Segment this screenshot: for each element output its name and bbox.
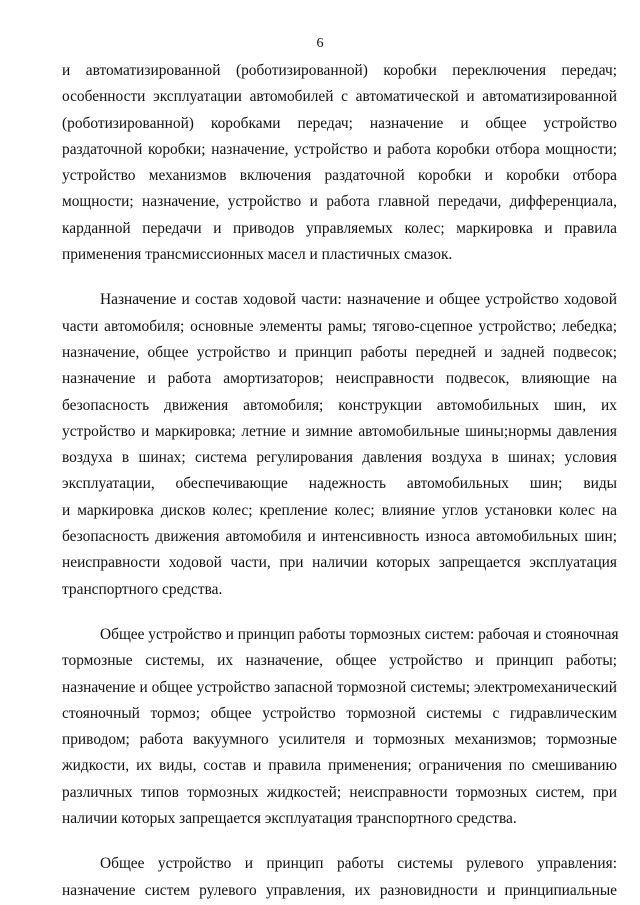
text-line: транспортного средства. [62,580,223,598]
text-line: (роботизированной) коробками передач; назначение и общее устройство [62,114,617,132]
text-line: особенности эксплуатации автомобилей с автоматической и автоматизированной [62,88,617,106]
text-line: стояночный тормоз; общее устройство тормозной системы с гидравлическим [62,704,617,722]
document-body [62,58,617,904]
text-line: наличии которых запрещается эксплуатация транспортного средства. [62,810,517,828]
text-line: устройство и маркировка; летние и зимние автомобильные шины;нормы давления [62,422,617,440]
text-line: назначение и работа амортизаторов; неисправности подвесок, влияющие на [62,370,617,388]
text-line: назначение систем рулевого управления, их разновидности и принципиальные [62,881,617,899]
text-line: приводом; работа вакуумного усилителя и тормозных механизмов; тормозные [62,731,617,749]
paragraph-brake-systems [62,622,617,832]
text-line: мощности; назначение, устройство и работа главной передачи, дифференциала, [62,193,617,211]
text-line: различных типов тормозных жидкостей; неисправности тормозных систем, при [62,783,617,801]
text-line: Общее устройство и принцип работы системы рулевого управления: [100,855,617,873]
text-line: назначение и общее устройство запасной тормозной системы; электромеханический [62,678,617,696]
text-line: безопасность движения автомобиля и интенсивность износа автомобильных шин; [62,528,617,546]
text-line: и автоматизированной (роботизированной) коробки переключения передач; [62,62,617,79]
paragraph-running-gear [62,287,617,603]
text-line: неисправности ходовой части, при наличии которых запрещается эксплуатация [62,554,617,572]
text-line: и маркировка дисков колес; крепление колес; влияние углов установки колес на [62,501,617,519]
text-line: применения трансмиссионных масел и пластичных смазок. [62,246,453,264]
text-line: карданной передачи и приводов управляемых колес; маркировка и правила [62,219,617,237]
text-line: тормозные системы, их назначение, общее устройство и принцип работы; [62,652,617,670]
text-line: Общее устройство и принцип работы тормозных систем: рабочая и стояночная [100,625,619,643]
text-line: воздуха в шинах; система регулирования давления воздуха в шинах; условия [62,449,617,467]
text-line: жидкости, их виды, состав и правила применения; ограничения по смешиванию [62,757,617,775]
text-line: безопасность движения автомобиля; конструкции автомобильных шин, их [62,396,617,414]
text-line: назначение, общее устройство и принцип работы передней и задней подвесок; [62,343,617,361]
page-number: 6 [316,36,324,51]
paragraph-transmission [62,58,617,268]
text-line: части автомобиля; основные элементы рамы; тягово-сцепное устройство; лебедка; [62,317,617,335]
text-line: устройство механизмов включения раздаточной коробки и коробки отбора [62,167,617,185]
text-line: Назначение и состав ходовой части: назначение и общее устройство ходовой [100,291,617,309]
text-line: эксплуатации, обеспечивающие надежность автомобильных шин; виды [62,475,617,493]
text-line: раздаточной коробки; назначение, устройство и работа коробки отбора мощности; [62,140,617,158]
paragraph-steering [62,851,617,904]
